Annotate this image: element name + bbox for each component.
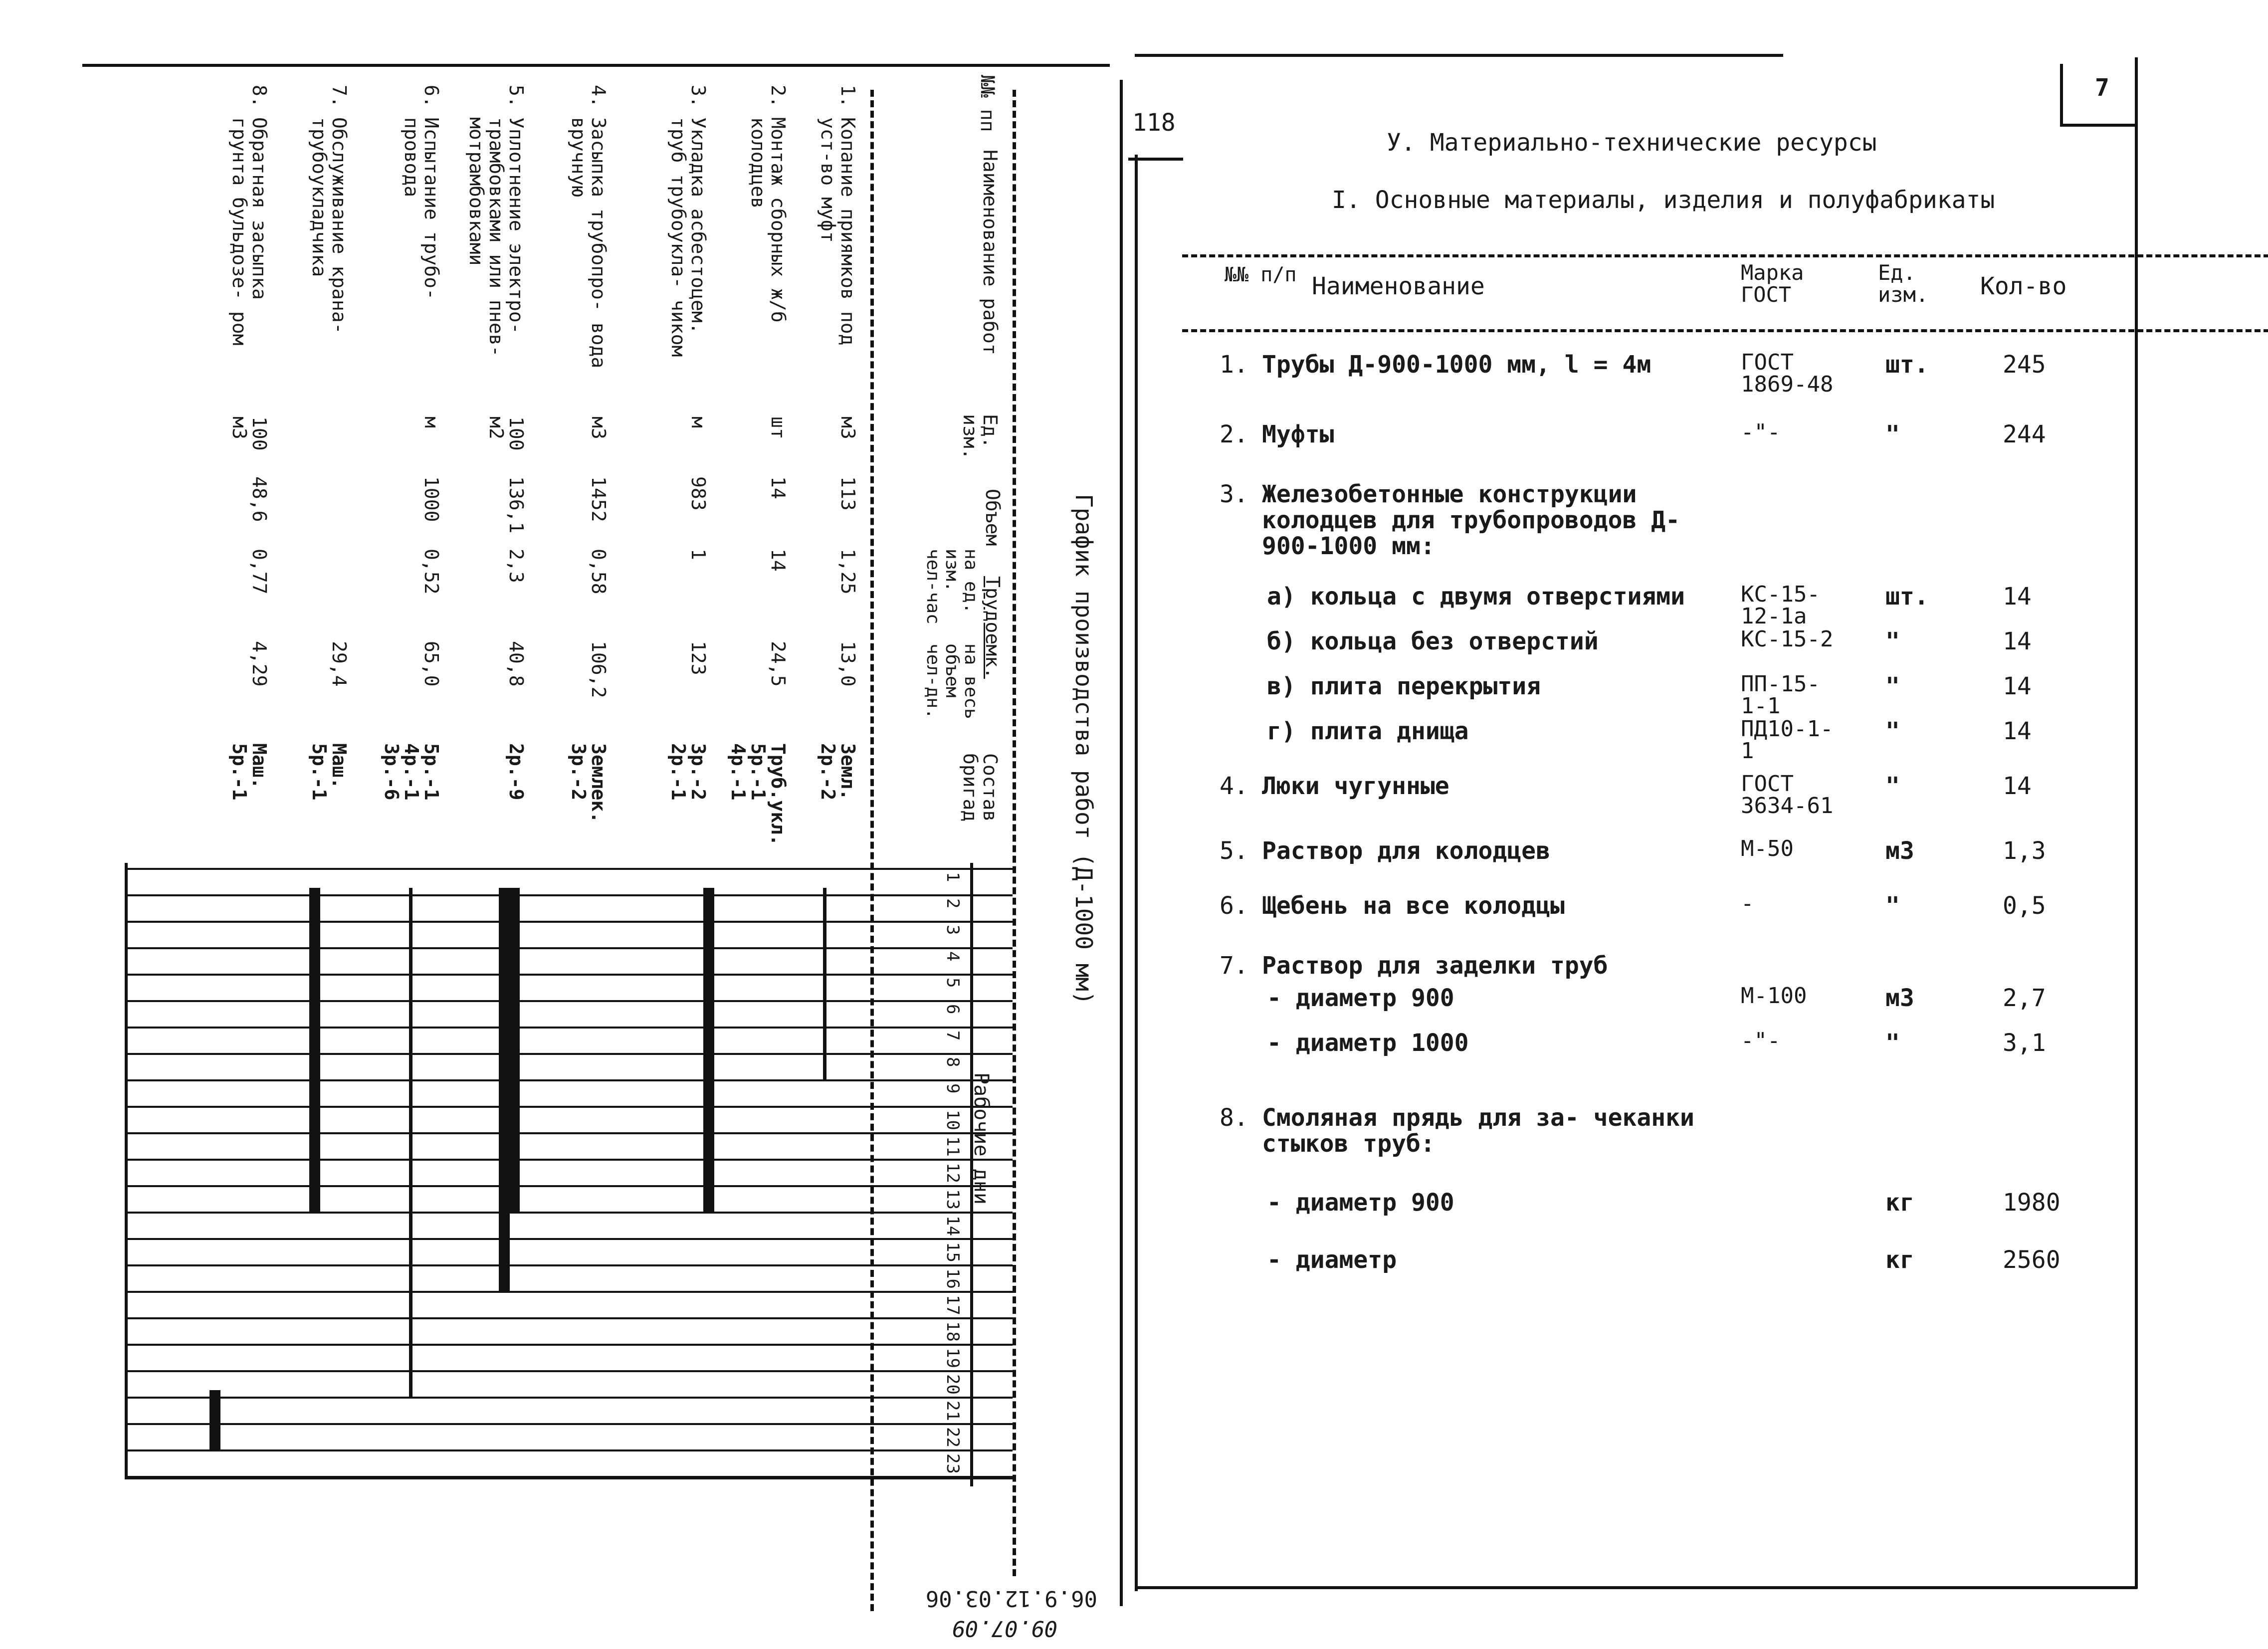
gantt-day-line bbox=[125, 1238, 1013, 1240]
gantt-bar bbox=[703, 888, 714, 1212]
gantt-day-label: 6 bbox=[943, 1004, 963, 1015]
row-num: 8. bbox=[248, 85, 270, 108]
item-num: 7. bbox=[1220, 952, 1248, 980]
item-qty: 2560 bbox=[2003, 1246, 2061, 1274]
gantt-day-label: 14 bbox=[943, 1216, 963, 1236]
gantt-day-label: 10 bbox=[943, 1110, 963, 1130]
gantt-day-line bbox=[125, 1291, 1013, 1293]
bottom-border bbox=[1135, 1586, 2137, 1589]
item-qty: 14 bbox=[2003, 627, 2032, 655]
item-unit: " bbox=[1885, 420, 1900, 448]
item-name: Раствор для колодцев bbox=[1262, 837, 1550, 865]
item-unit: кг bbox=[1885, 1189, 1914, 1217]
col-num-header: №№ пп bbox=[977, 75, 999, 132]
col-labor-total-header: на весь объем чел-дн. bbox=[923, 643, 981, 719]
gantt-bar bbox=[409, 888, 412, 1397]
col-volume-header: Объем bbox=[982, 489, 1004, 546]
row-per-unit: 0,58 bbox=[588, 549, 610, 595]
gantt-day-line bbox=[125, 1264, 1013, 1266]
item-num: 3. bbox=[1220, 480, 1248, 508]
row-volume: 113 bbox=[837, 476, 859, 511]
item-mark: ПП-15-1-1 bbox=[1741, 671, 1820, 719]
dashed-divider-2 bbox=[1013, 90, 1016, 1576]
row-unit: м bbox=[687, 416, 709, 428]
item-unit: " bbox=[1885, 627, 1900, 655]
item-unit: " bbox=[1885, 892, 1900, 920]
row-total: 4,29 bbox=[248, 641, 270, 687]
row-per-unit: 0,77 bbox=[248, 549, 270, 595]
gantt-bar bbox=[823, 888, 826, 1079]
left-tick bbox=[1128, 158, 1183, 161]
gantt-day-line bbox=[125, 947, 1013, 949]
gantt-day-label: 1 bbox=[943, 872, 963, 882]
th-qty: Кол-во bbox=[1980, 272, 2067, 300]
gantt-day-line bbox=[125, 1397, 1013, 1399]
gantt-day-line bbox=[125, 1370, 1013, 1372]
item-qty: 244 bbox=[2003, 420, 2046, 448]
item-mark: КС-15-2 bbox=[1741, 626, 1834, 652]
gantt-bar bbox=[499, 888, 510, 1291]
gantt-day-line bbox=[125, 1079, 1013, 1081]
item-name: - диаметр 900 bbox=[1267, 984, 1454, 1012]
gantt-day-label: 22 bbox=[943, 1427, 963, 1447]
section-title: У. Материально-технические ресурсы bbox=[1387, 129, 1877, 157]
gantt-day-label: 13 bbox=[943, 1189, 963, 1210]
col-name-header: Наименование работ bbox=[979, 150, 1001, 355]
row-name: Копание приямков под уст-во муфт bbox=[817, 117, 859, 346]
item-unit: " bbox=[1885, 672, 1900, 700]
row-total: 65,0 bbox=[420, 641, 442, 687]
row-name: Засыпка трубопро- вода вручную bbox=[568, 117, 610, 369]
gantt-day-label: 21 bbox=[943, 1401, 963, 1421]
row-name: Уплотнение электро- трамбовками или пнев- мотрамбовками bbox=[465, 117, 527, 357]
item-name: Муфты bbox=[1262, 420, 1334, 448]
row-unit: м3 bbox=[588, 416, 610, 439]
row-total: 123 bbox=[687, 641, 709, 675]
row-brigade: 3р.-2 2р.-1 bbox=[667, 743, 709, 801]
date-stamp-2: 09.07.09 bbox=[952, 1616, 1057, 1641]
gantt-day-line bbox=[125, 1159, 1013, 1161]
gantt-day-label: 5 bbox=[943, 978, 963, 988]
item-mark: М-100 bbox=[1741, 983, 1807, 1009]
row-volume: 1000 bbox=[420, 476, 442, 522]
th-mark: Марка ГОСТ bbox=[1741, 260, 1804, 307]
gantt-day-label: 3 bbox=[943, 925, 963, 935]
row-total: 40,8 bbox=[505, 641, 527, 687]
gantt-day-label: 15 bbox=[943, 1242, 963, 1262]
gantt-day-label: 16 bbox=[943, 1268, 963, 1289]
item-qty: 14 bbox=[2003, 583, 2032, 611]
item-qty: 14 bbox=[2003, 717, 2032, 745]
gantt-day-label: 23 bbox=[943, 1453, 963, 1474]
gantt-day-line bbox=[125, 1344, 1013, 1346]
subsection-title: I. Основные материалы, изделия и полуфабрикаты bbox=[1332, 186, 1995, 214]
row-brigade: Землек. 3р.-2 bbox=[568, 743, 610, 824]
item-unit: шт. bbox=[1885, 351, 1929, 379]
row-name: Монтаж сборных ж/б колодцев bbox=[747, 117, 789, 323]
item-name: Смоляная прядь для за- чеканки стыков труб: bbox=[1262, 1104, 1694, 1158]
row-per-unit: 2,3 bbox=[505, 549, 527, 583]
item-name: - диаметр bbox=[1267, 1246, 1397, 1274]
gantt-day-label: 19 bbox=[943, 1348, 963, 1368]
item-name: - диаметр 900 bbox=[1267, 1189, 1454, 1217]
row-per-unit: 1,25 bbox=[837, 549, 859, 595]
left-border bbox=[1135, 155, 1138, 1591]
row-total: 13,0 bbox=[837, 641, 859, 687]
page-number: 7 bbox=[2095, 74, 2109, 102]
row-per-unit: 0,52 bbox=[420, 549, 442, 595]
row-num: 2. bbox=[767, 85, 789, 108]
item-mark: КС-15-12-1а bbox=[1741, 582, 1820, 629]
row-unit: 100 м3 bbox=[228, 416, 270, 451]
right-border bbox=[2135, 57, 2138, 1589]
gantt-bar bbox=[509, 888, 520, 1212]
row-brigade: Земл. 2р.-2 bbox=[817, 743, 859, 801]
item-mark: ГОСТ 3634-61 bbox=[1741, 771, 1834, 819]
item-num: 8. bbox=[1220, 1104, 1248, 1132]
item-mark: - bbox=[1741, 891, 1754, 916]
item-num: 6. bbox=[1220, 892, 1248, 920]
gantt-day-label: 4 bbox=[943, 951, 963, 962]
row-brigade: 5р.-1 4р.-1 3р.-6 bbox=[381, 743, 442, 801]
gantt-day-label: 7 bbox=[943, 1031, 963, 1041]
table-top-line bbox=[1182, 254, 2268, 257]
gantt-day-line bbox=[125, 921, 1013, 923]
item-num: 4. bbox=[1220, 772, 1248, 800]
top-border bbox=[82, 64, 1110, 67]
item-unit: " bbox=[1885, 772, 1900, 800]
row-brigade: 2р.-9 bbox=[505, 743, 527, 801]
row-brigade: Труб.укл. 5р.-1 4р.-1 bbox=[727, 743, 789, 846]
th-unit: Ед. изм. bbox=[1878, 260, 1929, 307]
item-name: а) кольца с двумя отверстиями bbox=[1267, 583, 1685, 611]
dashed-divider-1 bbox=[870, 90, 874, 1611]
item-num: 1. bbox=[1220, 351, 1248, 379]
item-name: - диаметр 1000 bbox=[1267, 1029, 1469, 1057]
item-qty: 1980 bbox=[2003, 1189, 2061, 1217]
row-num: 6. bbox=[420, 85, 442, 108]
row-total: 29,4 bbox=[328, 641, 350, 687]
gantt-day-label: 18 bbox=[943, 1321, 963, 1342]
gantt-day-line bbox=[125, 1106, 1013, 1108]
row-volume: 983 bbox=[687, 476, 709, 511]
gantt-bar bbox=[309, 888, 320, 1212]
gantt-day-line bbox=[125, 868, 1013, 870]
gantt-bar bbox=[209, 1390, 220, 1449]
gantt-day-label: 20 bbox=[943, 1374, 963, 1395]
gantt-day-line bbox=[125, 1185, 1013, 1187]
item-name: Щебень на все колодцы bbox=[1262, 892, 1565, 920]
table-header-line bbox=[1182, 329, 2268, 332]
row-num: 4. bbox=[588, 85, 610, 108]
item-name: Железобетонные конструкции колодцев для трубопроводов Д- 900-1000 мм: bbox=[1262, 480, 1680, 560]
item-qty: 2,7 bbox=[2003, 984, 2046, 1012]
gantt-day-line bbox=[125, 1449, 1013, 1451]
item-unit: м3 bbox=[1885, 984, 1914, 1012]
row-name: Испытание трубо- провода bbox=[401, 117, 442, 300]
gantt-day-label: 8 bbox=[943, 1057, 963, 1067]
gantt-day-line bbox=[125, 1027, 1013, 1029]
gantt-left-border bbox=[125, 863, 128, 1476]
row-volume: 1452 bbox=[588, 476, 610, 522]
row-num: 5. bbox=[505, 85, 527, 108]
item-mark: -"- bbox=[1741, 419, 1781, 445]
top-border bbox=[1135, 54, 1783, 57]
col-brigade-header: Состав бригад bbox=[959, 753, 1001, 822]
item-qty: 14 bbox=[2003, 772, 2032, 800]
row-num: 1. bbox=[837, 85, 859, 108]
row-unit: шт bbox=[767, 416, 789, 439]
item-mark: М-50 bbox=[1741, 836, 1794, 861]
item-name: г) плита днища bbox=[1267, 717, 1469, 745]
row-per-unit: 14 bbox=[767, 549, 789, 572]
gantt-day-line bbox=[125, 1212, 1013, 1214]
row-volume: 48,6 bbox=[248, 476, 270, 522]
item-name: Люки чугунные bbox=[1262, 772, 1449, 800]
row-unit: м bbox=[420, 416, 442, 428]
col-unit-header: Ед. изм. bbox=[959, 414, 1001, 460]
item-qty: 3,1 bbox=[2003, 1029, 2046, 1057]
item-name: Трубы Д-900-1000 мм, l = 4м bbox=[1262, 351, 1651, 379]
row-unit: 100 м2 bbox=[485, 416, 527, 451]
row-volume: 136,1 bbox=[505, 476, 527, 534]
item-unit: кг bbox=[1885, 1246, 1914, 1274]
row-total: 106,2 bbox=[588, 641, 610, 698]
gantt-day-label: 9 bbox=[943, 1083, 963, 1094]
row-volume: 14 bbox=[767, 476, 789, 499]
row-per-unit: 1 bbox=[687, 549, 709, 560]
row-unit: м3 bbox=[837, 416, 859, 439]
row-num: 7. bbox=[328, 85, 350, 108]
schedule-title: График производства работ (Д-1000 мм) bbox=[1070, 494, 1097, 1005]
row-brigade: Маш. 5р.-1 bbox=[228, 743, 270, 801]
working-days-header: Рабочие дни bbox=[970, 1072, 993, 1205]
materials-page bbox=[1117, 0, 2268, 1649]
row-name: Обратная засыпка грунта бульдозе- ром bbox=[228, 117, 270, 346]
row-brigade: Маш. 5р.-1 bbox=[308, 743, 350, 801]
gantt-day-line bbox=[125, 1317, 1013, 1319]
gantt-day-line bbox=[125, 1476, 1013, 1478]
item-num: 2. bbox=[1220, 420, 1248, 448]
item-qty: 0,5 bbox=[2003, 892, 2046, 920]
gantt-day-line bbox=[125, 1423, 1013, 1425]
th-num: №№ п/п bbox=[1225, 263, 1297, 286]
item-name: б) кольца без отверстий bbox=[1267, 627, 1599, 655]
item-unit: " bbox=[1885, 717, 1900, 745]
gantt-day-line bbox=[125, 1053, 1013, 1055]
item-mark: -"- bbox=[1741, 1028, 1781, 1053]
gantt-day-line bbox=[125, 1132, 1013, 1134]
gantt-day-label: 11 bbox=[943, 1136, 963, 1157]
col-labor-per-unit-header: на ед. изм. чел-час bbox=[923, 549, 981, 624]
item-num: 5. bbox=[1220, 837, 1248, 865]
row-name: Укладка асбестоцем. труб трубоукла- чиком bbox=[667, 117, 709, 357]
gantt-day-label: 2 bbox=[943, 898, 963, 909]
gantt-day-line bbox=[125, 1000, 1013, 1002]
item-unit: " bbox=[1885, 1029, 1900, 1057]
item-name: Раствор для заделки труб bbox=[1262, 952, 1608, 980]
item-unit: м3 bbox=[1885, 837, 1914, 865]
item-mark: ПД10-1-1 bbox=[1741, 716, 1834, 764]
gantt-day-line bbox=[125, 974, 1013, 976]
gantt-day-label: 17 bbox=[943, 1295, 963, 1315]
row-name: Обслуживание крана- трубоукладчика bbox=[308, 117, 350, 334]
gantt-day-label: 12 bbox=[943, 1163, 963, 1183]
date-stamp: 06.9.12.03.06 bbox=[925, 1586, 1097, 1611]
item-name: в) плита перекрытия bbox=[1267, 672, 1541, 700]
item-mark: ГОСТ 1869-48 bbox=[1741, 350, 1834, 397]
row-num: 3. bbox=[687, 85, 709, 108]
item-qty: 245 bbox=[2003, 351, 2046, 379]
col-labor-header: Трудоемк. bbox=[982, 576, 1004, 679]
side-number: 118 bbox=[1132, 109, 1176, 137]
gantt-day-line bbox=[125, 894, 1013, 896]
item-unit: шт. bbox=[1885, 583, 1929, 611]
item-qty: 14 bbox=[2003, 672, 2032, 700]
row-total: 24,5 bbox=[767, 641, 789, 687]
item-qty: 1,3 bbox=[2003, 837, 2046, 865]
th-name: Наименование bbox=[1312, 272, 1485, 300]
